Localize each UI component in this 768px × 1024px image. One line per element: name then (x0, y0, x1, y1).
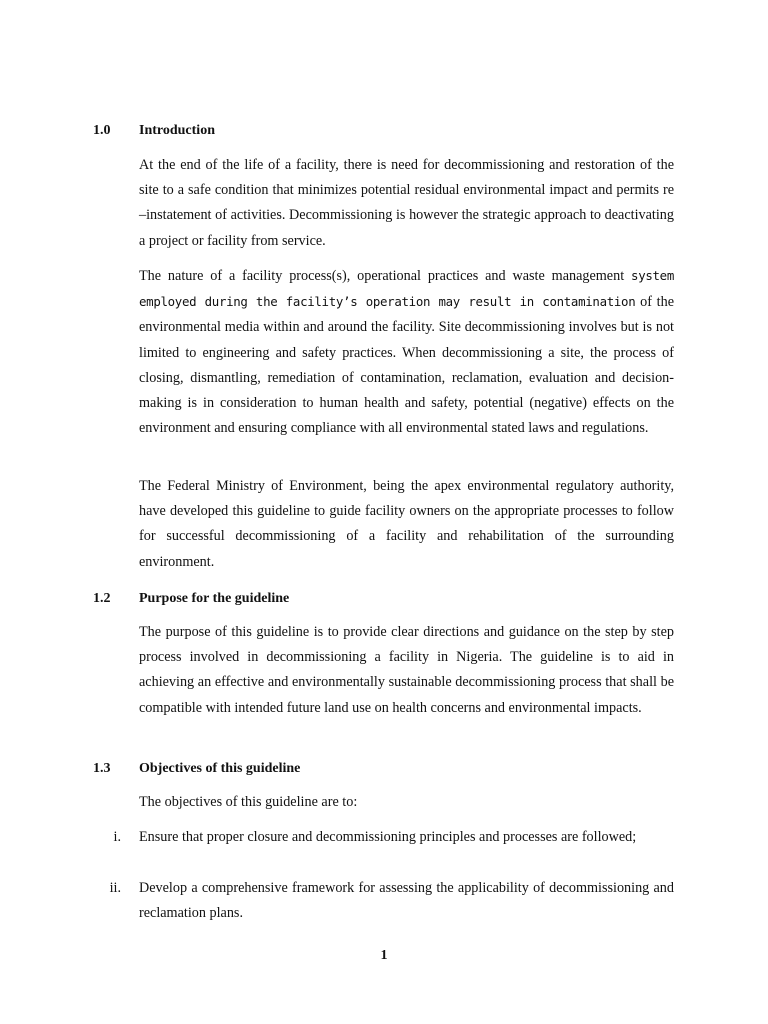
page-number: 1 (380, 948, 388, 963)
section-heading-objectives (93, 760, 300, 778)
section-title: Introduction (139, 123, 215, 138)
section-heading-purpose (93, 590, 289, 608)
objectives-intro: The objectives of this guideline are to: (139, 794, 358, 810)
list-marker: i. (113, 829, 121, 845)
purpose-paragraph: The purpose of this guideline is to provide clear directions and guidance on the step by step process involved in decommissioning a facility in Nigeria. The guideline is to aid in achieving an effective and environmentally sustainable decommissioning process that shall be compatible with intended future land use on health concerns and environmental impacts. (139, 624, 674, 716)
section-heading-introduction (93, 122, 215, 140)
section-number: 1.3 (93, 761, 111, 776)
list-marker: ii. (109, 880, 121, 896)
intro-paragraph-3: The Federal Ministry of Environment, being the apex environmental regulatory authority, have developed this guideline to guide facility owners on the appropriate processes to follow for successful decommissioning of a facility and rehabilitation of the surrounding environment. (139, 478, 674, 570)
section-title: Objectives of this guideline (139, 761, 301, 776)
intro-paragraph-2 (139, 263, 674, 441)
section-number: 1.2 (93, 591, 111, 606)
section-title: Purpose for the guideline (139, 591, 290, 606)
list-item-text: Ensure that proper closure and decommissioning principles and processes are followed; (139, 829, 637, 845)
intro-paragraph-1: At the end of the life of a facility, there is need for decommissioning and restoration of the site to a safe condition that minimizes potential residual environmental impact and permits re –instatement of activities. Decommissioning is however the strategic approach to deactivating a project or facility from service. (139, 157, 674, 249)
intro-paragraph-2-part-c: of the environmental media within and around the facility. Site decommissioning involves but is not limited to engineering and safety practices. When decommissioning a site, the process of closing, dismantling, remediation of contamination, reclamation, evaluation and decision-making is in consideration to human health and safety, potential (negative) effects on the environment and ensuring compliance with all environmental stated laws and regulations. (139, 294, 674, 437)
list-item-text: Develop a comprehensive framework for assessing the applicability of decommissioning and reclamation plans. (139, 880, 674, 922)
intro-paragraph-2-part-a: The nature of a facility process(s), operational practices and waste management (139, 268, 625, 284)
intro-paragraph-2-part-b: system employed during the facility’s operation may result in contamination (139, 268, 675, 310)
section-number: 1.0 (93, 123, 111, 138)
